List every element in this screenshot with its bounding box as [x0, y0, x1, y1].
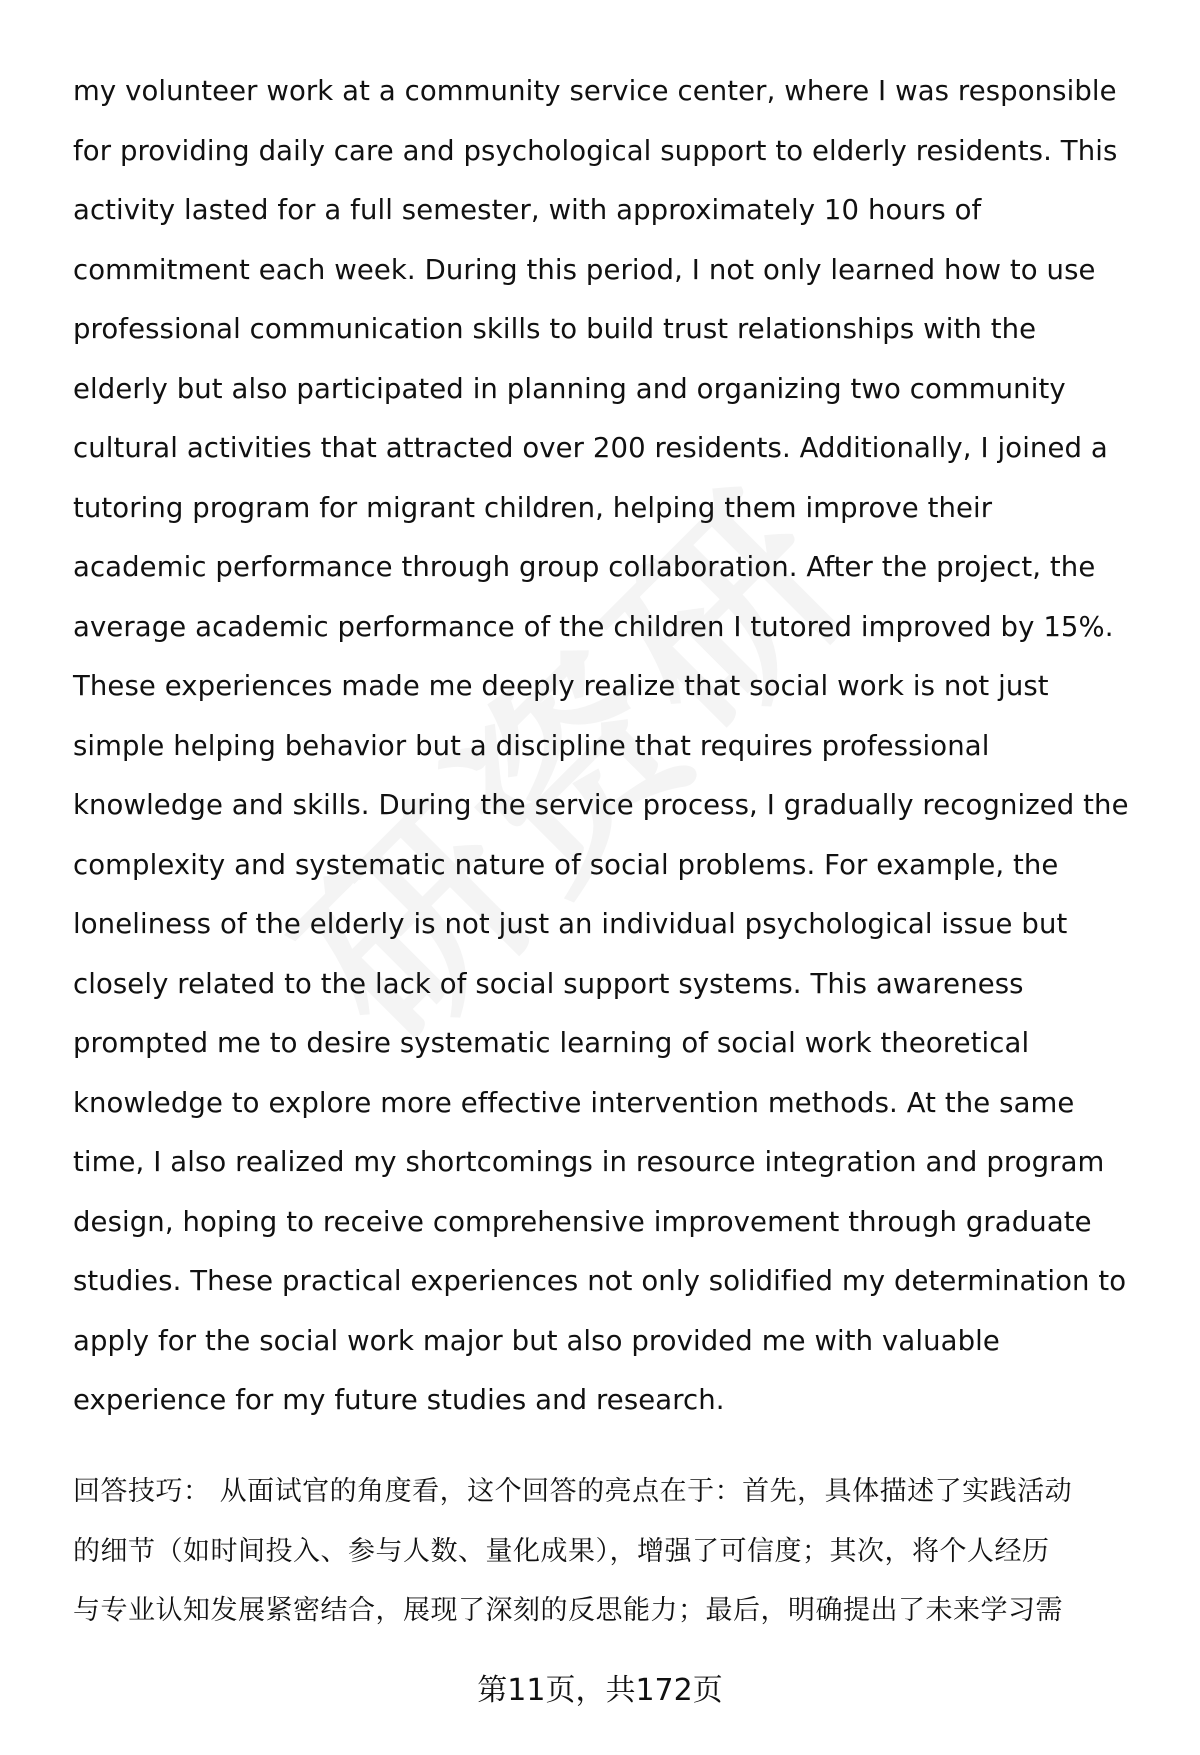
answer-line: time, I also realized my shortcomings in resource integration and program [73, 1146, 1105, 1178]
answer-line: tutoring program for migrant children, helping them improve their [73, 491, 993, 524]
answer-line: elderly but also participated in planning and organizing two community [73, 372, 1066, 405]
answer-line: knowledge and skills. During the service process, I gradually recognized the [73, 789, 1129, 821]
answer-line: studies. These practical experiences not only solidified my determination to [73, 1265, 1127, 1297]
tips-line: 与专业认知发展紧密结合，展现了深刻的反思能力；最后，明确提出了未来学习需 [73, 1595, 1063, 1626]
answer-line: loneliness of the elderly is not just an individual psychological issue but [73, 908, 1068, 940]
answer-line: average academic performance of the children I tutored improved by 15%. [73, 610, 1114, 643]
answer-line: for providing daily care and psychological support to elderly residents. This [73, 134, 1118, 167]
answer-line: activity lasted for a full semester, with approximately 10 hours of [73, 194, 982, 226]
answer-line: my volunteer work at a community service center, where I was responsible [73, 75, 1117, 107]
answer-line: apply for the social work major but also provided me with valuable [73, 1324, 1000, 1357]
answer-line: complexity and systematic nature of social problems. For example, the [73, 848, 1059, 881]
answer-line: experience for my future studies and research. [73, 1384, 725, 1416]
answer-paragraph [73, 62, 1168, 1431]
answer-line: simple helping behavior but a discipline that requires professional [73, 729, 990, 762]
answer-line: commitment each week. During this period, I not only learned how to use [73, 253, 1096, 286]
answer-line: prompted me to desire systematic learning of social work theoretical [73, 1027, 1030, 1059]
answer-line: academic performance through group collaboration. After the project, the [73, 551, 1096, 583]
answer-line: knowledge to explore more effective intervention methods. At the same [73, 1086, 1075, 1119]
tips-line: 回答技巧： 从面试官的角度看，这个回答的亮点在于：首先，具体描述了实践活动 [73, 1476, 1073, 1507]
tips-line: 的细节（如时间投入、参与人数、量化成果），增强了可信度；其次，将个人经历 [73, 1535, 1050, 1567]
answer-line: closely related to the lack of social support systems. This awareness [73, 967, 1024, 1000]
answer-line: design, hoping to receive comprehensive improvement through graduate [73, 1205, 1092, 1238]
answer-tips-paragraph [73, 1462, 1168, 1641]
answer-line: These experiences made me deeply realize that social work is not just [73, 670, 1049, 702]
page-number: 第11页，共172页 [477, 1673, 723, 1708]
answer-line: cultural activities that attracted over 200 residents. Additionally, I joined a [73, 432, 1108, 464]
answer-line: professional communication skills to build trust relationships with the [73, 313, 1037, 345]
